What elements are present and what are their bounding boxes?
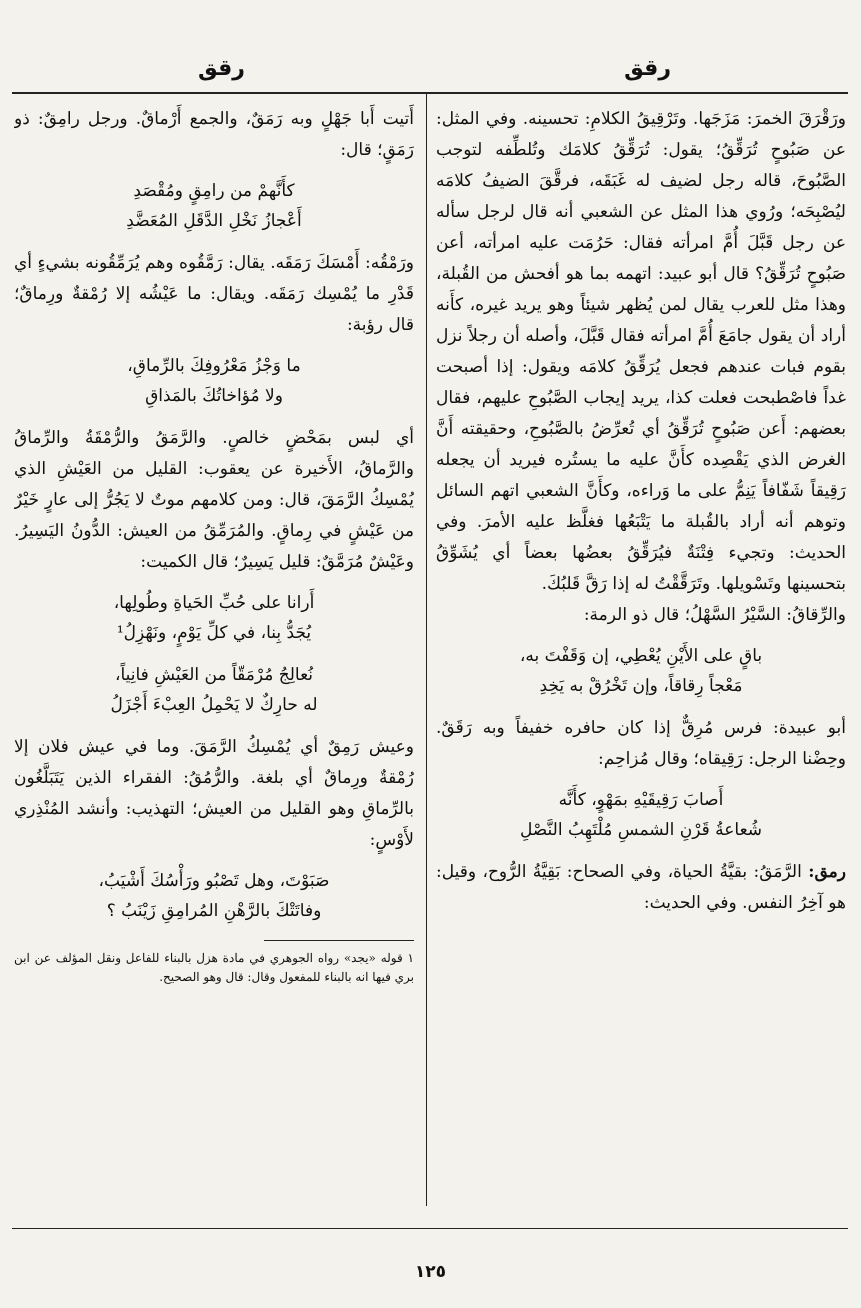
verse-line: له حارِكٌ لا يَحْمِلُ العِبْءَ أَجْزَلُ xyxy=(110,695,318,715)
verse xyxy=(14,866,414,926)
verse-line: أَصابَ رَقِيقَيْهِ بمَهْوٍ، كأَنَّه xyxy=(558,790,724,810)
paragraph-text: الرَّمَقُ: بقيَّةُ الحياة، وفي الصحاح: بَقِيَّةُ الرُّوح، وقيل: هو آخِرُ النفس. وفي الحديث: xyxy=(436,862,846,913)
paragraph xyxy=(436,104,846,600)
verse xyxy=(436,641,846,701)
verse-line: أَعْجازُ نَخْلِ الدَّقَلِ المُعَضَّدِ xyxy=(126,211,302,231)
paragraph xyxy=(436,857,846,919)
left-column xyxy=(14,104,414,1224)
footnote-separator xyxy=(264,940,414,941)
paragraph xyxy=(14,104,414,166)
verse xyxy=(14,588,414,648)
footer-rule xyxy=(12,1228,848,1229)
verse-line: يُجَدُّ بِنا، في كلِّ يَوْمٍ، ونَهْزِلُ¹ xyxy=(116,623,312,643)
footnote: ١ قوله «يجد» رواه الجوهري في مادة هزل بالبناء للفاعل ونقل المؤلف عن ابن بري فيها انه بالبناء للمفعول وقال: قال وهو الصحيح. xyxy=(14,951,414,984)
verse-line: نُعالِجُ مُرْمَقّاً من العَيْشِ فانِياً، xyxy=(114,665,314,685)
paragraph-text: أي لبس بمَحْضٍ خالصٍ. والرَّمَقُ والرُّمْقَةُ والرِّماقُ والرَّماقُ، الأَخيرة عن يعقوب: القليل من العَيْشِ الذي يُمْسِكُ الرَّمَقَ، قال: ومن كلامهم موتٌ لا يَجُرُّ إلى عارٍ خَيْرٌ من عَيْشٍ في رِماقٍ. والمُرَمِّقُ من العيش: الدُّونُ اليَسِيرُ. وعَيْشٌ مُرَمَّقٌ: قليل يَسِيرٌ؛ قال الكميت: xyxy=(14,428,414,572)
verse-line: باقٍ على الأَيْنِ يُعْطِي، إن وَقَفْتَ به، xyxy=(519,646,763,666)
right-column xyxy=(436,104,846,1224)
verse xyxy=(14,176,414,236)
paragraph-text: والرِّقاقُ: السَّيْرُ السَّهْلُ؛ قال ذو الرمة: xyxy=(583,605,846,625)
entry-headword: رمق: xyxy=(808,862,846,882)
header-rule xyxy=(12,92,848,94)
verse-line: ولا مُؤاخاتُكَ بالمَذاقِ xyxy=(145,386,283,406)
verse xyxy=(436,785,846,845)
running-head-left: رقق xyxy=(198,56,245,81)
paragraph-text: وعيش رَمِقٌ أي يُمْسِكُ الرَّمَقَ. وما في عيش فلان إلا رُمْقةٌ ورِماقٌ أي بلغة. والرُّمُقُ: الفقراء الذين يَتَبَلَّغُون بالرِّماقِ وهو القليل من العيش؛ التهذيب: وأنشد المُنْذِري لأَوْسٍ: xyxy=(14,737,414,850)
paragraph-text: أبو عبيدة: فرس مُرِقٌّ إذا كان حافره خفيفاً وبه رَقَقٌ. وحِضْنا الرجل: رَقِيقاه؛ وقال مُزاحِم: xyxy=(436,718,846,769)
column-divider xyxy=(426,94,427,1206)
verse-line: ما وَجْزُ مَعْرُوفِكَ بالرِّماقِ، xyxy=(127,356,301,376)
verse xyxy=(14,660,414,720)
verse-line: أَرانا على حُبِّ الحَياةِ وطُولِها، xyxy=(113,593,315,613)
paragraph xyxy=(14,732,414,856)
paragraph-text: ورَقْرَقَ الخمرَ: مَزَجَها. وتَرْقِيقُ الكلامِ: تحسينه. وفي المثل: عن صَبُوحٍ تُرَقِّقُ؛ يقول: تُرَقِّقُ كلامَك وتُلطِّفه لتوجب الصَّبُوحَ، قاله رجل لضيف له غَبَقَه، فرقَّقَ الضيفُ كلامَه ليُصْبِحَه؛ ورُوي هذا المثل عن الشعبي أنه قال لرجل سأله عن رجل قَبَّلَ أُمَّ امرأته فقال: حَرُمَت عليه امرأته، أعن صَبُوحٍ تُرَقِّقُ؟ قال أبو عبيد: اتهمه بما هو أفحش من القُبلة، وهذا مثل للعرب يقال لمن يُظهر شيئاً وهو يريد غيره، كأَنه أراد أن يقول جامَعَ أُمَّ امرأته فقال قَبَّلَ، وأصله أن رجلاً نزل بقوم فبات عندهم فجعل يُرَقِّقُ كلامَه ويقول: إذا أصبحت غداً فاصْطبحت فعلت كذا، يريد إيجاب الصَّبُوحِ عليهم، فقال بعضهم: أَعن صَبُوحٍ تُرَقِّقُ أي تُعرِّضُ بالصَّبُوحِ، وحقيقته أَنَّ الغرض الذي يَقْصِده كأَنَّ عليه ما يستُره فيريد أن يجعله رَقِيقاً شَفّافاً يَنِمُّ على ما وَراءه، وكأَنَّ الشعبي اتهم السائل وتوهم أنه أراد بالقُبلة ما يَتْبَعُها فغلَّظ عليه الأمرَ. وفي الحديث: وتجيء فِتْنَةٌ فيُرَقِّقُ بعضُها بعضاً أي يُشَوِّقُ بتحسينها وتَسْويلها. وتَرَقَّقْتُ له إذا رَقَّ قَلبُكَ. xyxy=(436,109,846,594)
paragraph-text: أَتيت أَبا جَهْلٍ وبه رَمَقٌ، والجمع أَرْماقٌ. ورجل رامِقٌ: ذو رَمَقٍ؛ قال: xyxy=(14,109,414,160)
paragraph xyxy=(14,423,414,578)
paragraph xyxy=(436,713,846,775)
verse xyxy=(14,351,414,411)
verse-line: وفاتَتْكَ بالرَّهْنِ المُرامِقِ زَيْنَبُ ؟ xyxy=(106,901,322,921)
verse-line: مَعْجاً رِقاقاً، وإن تَخْرُقْ به يَخِدِ xyxy=(539,676,743,696)
verse-line: صَبَوْتَ، وهل تَصْبُو ورَأْسُكَ أَشْيَبُ، xyxy=(98,871,330,891)
page-number: ١٢٥ xyxy=(414,1262,447,1282)
paragraph xyxy=(436,600,846,631)
verse-line: شُعاعةُ قَرْنِ الشمسِ مُلْتَهِبُ النَّصْلِ xyxy=(519,820,763,840)
paragraph xyxy=(14,248,414,341)
verse-line: كأَنَّهمْ من رامِقٍ ومُقْصَدِ xyxy=(133,181,295,201)
running-header xyxy=(0,56,861,96)
running-head-right: رقق xyxy=(624,56,671,81)
paragraph-text: ورَمْقُه: أَمْسَكَ رَمَقَه. يقال: رَمَّقُوه وهم يُرَمِّقُونه بشيءٍ أي قَدْرِ ما يُمْسِك رَمَقَه. ويقال: ما عَيْشُه إلا رُمْقةٌ ورِماقٌ؛ قال رؤبة: xyxy=(14,253,414,335)
